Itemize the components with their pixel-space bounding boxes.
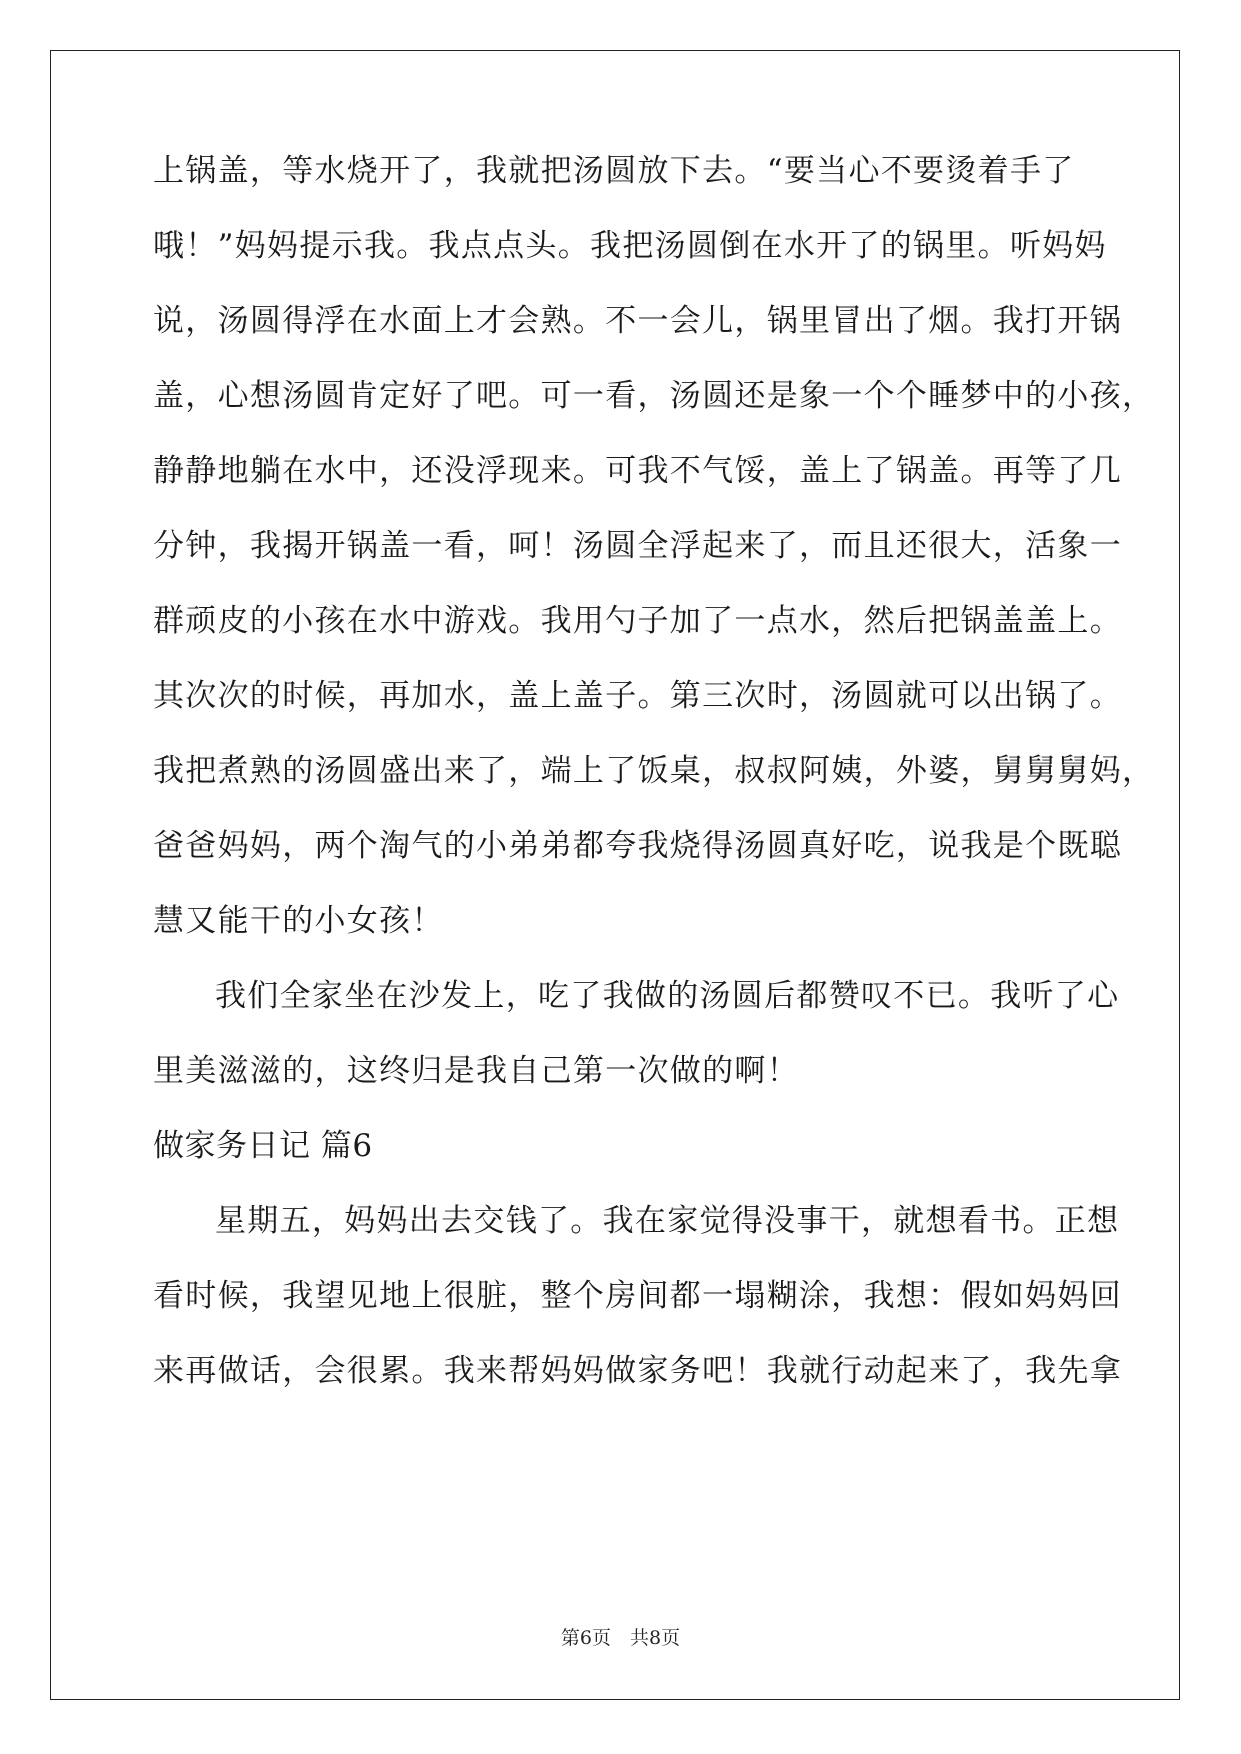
body-line: 里美滋滋的，这终归是我自己第一次做的啊！ (153, 1053, 799, 1089)
body-line: 来再做话，会很累。我来帮妈妈做家务吧！我就行动起来了，我先拿 (153, 1353, 1122, 1389)
body-line: 哦！”妈妈提示我。我点点头。我把汤圆倒在水开了的锅里。听妈妈 (153, 228, 1107, 264)
body-line: 盖，心想汤圆肯定好了吧。可一看，汤圆还是象一个个睡梦中的小孩， (153, 378, 1155, 414)
section-heading: 做家务日记 篇6 (153, 1128, 373, 1164)
body-line: 群顽皮的小孩在水中游戏。我用勺子加了一点水，然后把锅盖盖上。 (153, 603, 1122, 639)
body-line: 慧又能干的小女孩！ (153, 903, 444, 939)
body-line: 上锅盖，等水烧开了，我就把汤圆放下去。“要当心不要烫着手了 (153, 153, 1075, 189)
body-line: 看时候，我望见地上很脏，整个房间都一塌糊涂，我想：假如妈妈回 (153, 1278, 1122, 1314)
body-line: 分钟，我揭开锅盖一看，呵！汤圆全浮起来了，而且还很大，活象一 (153, 528, 1122, 564)
body-line: 我把煮熟的汤圆盛出来了，端上了饭桌，叔叔阿姨，外婆，舅舅舅妈， (153, 753, 1155, 789)
page-border (50, 50, 1180, 1700)
paragraph-start-line: 我们全家坐在沙发上，吃了我做的汤圆后都赞叹不已。我听了心 (215, 978, 1120, 1014)
body-line: 其次次的时候，再加水，盖上盖子。第三次时，汤圆就可以出锅了。 (153, 678, 1122, 714)
paragraph-start-line: 星期五，妈妈出去交钱了。我在家觉得没事干，就想看书。正想 (215, 1203, 1120, 1239)
body-line: 静静地躺在水中，还没浮现来。可我不气馁，盖上了锅盖。再等了几 (153, 453, 1122, 489)
page-number-footer: 第6页 共8页 (560, 1627, 681, 1649)
body-line: 说，汤圆得浮在水面上才会熟。不一会儿，锅里冒出了烟。我打开锅 (153, 303, 1122, 339)
body-line: 爸爸妈妈，两个淘气的小弟弟都夸我烧得汤圆真好吃，说我是个既聪 (153, 828, 1122, 864)
